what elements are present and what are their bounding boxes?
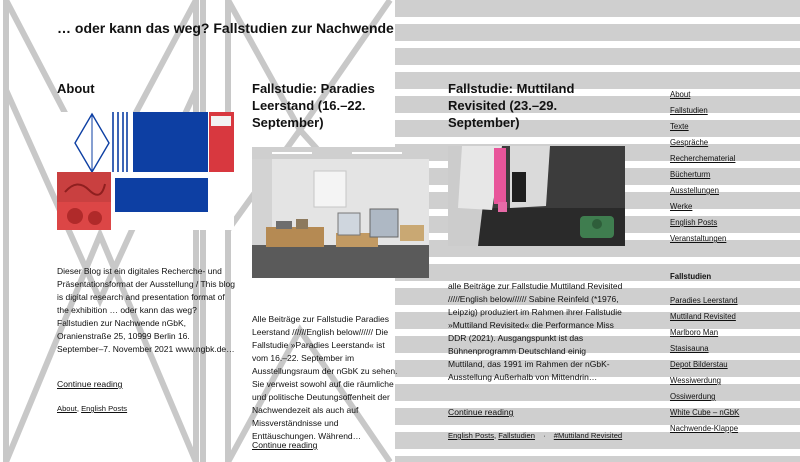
post-meta-muttiland-revisited: English Posts, Fallstudien · #Muttiland Revisited <box>448 431 623 440</box>
post-title-muttiland-revisited[interactable]: Fallstudie: Muttiland Revisited (23.–29. September) <box>448 81 575 130</box>
category-link-fallstudien[interactable]: Fallstudien <box>498 431 535 440</box>
sidebar-menu-gespraeche[interactable]: Gespräche <box>670 138 709 147</box>
sidebar-fallstudie-nachwende-klappe[interactable]: Nachwende-Klappe <box>670 424 739 433</box>
sidebar-fallstudie-muttiland-revisited[interactable]: Muttiland Revisited <box>670 312 736 321</box>
sidebar-menu-veranstaltungen[interactable]: Veranstaltungen <box>670 234 727 243</box>
post-title-paradies-leerstand[interactable]: Fallstudie: Paradies Leerstand (16.–22. September) <box>252 81 375 130</box>
sidebar-menu-buecherturm[interactable]: Bücherturm <box>670 170 711 179</box>
category-link-english-posts[interactable]: English Posts <box>448 431 495 440</box>
continue-reading-link-about[interactable]: Continue reading <box>57 379 123 389</box>
sidebar-fallstudie-paradies-leerstand[interactable]: Paradies Leerstand <box>670 296 738 305</box>
post-title-about[interactable]: About <box>57 81 95 96</box>
sidebar-menu-fallstudien[interactable]: Fallstudien <box>670 106 708 115</box>
category-link-english-posts[interactable]: English Posts <box>81 404 128 413</box>
post-thumbnail-paradies-leerstand[interactable] <box>252 147 429 278</box>
sidebar-fallstudie-white-cube[interactable]: White Cube – nGbK <box>670 408 740 417</box>
sidebar-menu-recherchematerial[interactable]: Recherchematerial <box>670 154 736 163</box>
post-meta-about: About, English Posts <box>57 404 128 413</box>
sidebar-menu-texte[interactable]: Texte <box>670 122 689 131</box>
post-thumbnail-muttiland-revisited[interactable] <box>448 146 625 246</box>
performance-photo-image <box>448 146 625 246</box>
sidebar-fallstudien-heading: Fallstudien <box>670 272 712 281</box>
meta-separator: · <box>543 431 546 440</box>
post-excerpt-muttiland-revisited: alle Beiträge zur Fallstudie Muttiland Revisited /////English below////// Sabine Reinfeld (*1976, Leipzig) produziert im Rahmen ihrer Fallstudie »Muttiland Revisited« die Performance Miss DDR (2021). Ausgangspunkt ist das Bühnenprogramm Deutschland einig Muttiland, das 1991 im Rahmen der nGbK-Ausstellung Außerhalb von Mittendrin… <box>448 281 623 382</box>
sidebar-fallstudie-depot-bilderstau[interactable]: Depot Bilderstau <box>670 360 728 369</box>
sidebar-menu-ausstellungen[interactable]: Ausstellungen <box>670 186 719 195</box>
continue-reading-link-paradies-leerstand[interactable]: Continue reading <box>252 440 318 450</box>
sidebar-fallstudie-marlboro-man[interactable]: Marlboro Man <box>670 328 719 337</box>
exhibition-room-image <box>252 147 429 278</box>
sidebar-menu-about[interactable]: About <box>670 90 691 99</box>
sidebar-menu-werke[interactable]: Werke <box>670 202 693 211</box>
sidebar-fallstudie-stasisauna[interactable]: Stasisauna <box>670 344 709 353</box>
sidebar-fallstudie-ossiwerdung[interactable]: Ossiwerdung <box>670 392 716 401</box>
post-excerpt-paradies-leerstand: Alle Beiträge zur Fallstudie Paradies Leerstand //////English below////// Die Fallstudie »Paradies Leerstand« ist vom 16.–22. September im Ausstellungsraum der nGbK zu sehen. Sie verweist sowohl auf die räumliche und politische Deutungsoffenheit der Nachwendezeit als auch auf Missverständnisse und Enttäuschungen. Während… <box>252 314 398 441</box>
sidebar-fallstudie-wessiwerdung[interactable]: Wessiwerdung <box>670 376 721 385</box>
category-link-about[interactable]: About <box>57 404 77 413</box>
site-title[interactable]: … oder kann das weg? Fallstudien zur Nachwende <box>57 20 394 36</box>
post-thumbnail-about[interactable] <box>57 112 234 230</box>
continue-reading-link-muttiland-revisited[interactable]: Continue reading <box>448 407 514 417</box>
about-collage-image <box>57 112 234 230</box>
tag-link-muttiland-revisited[interactable]: #Muttiland Revisited <box>553 431 623 440</box>
post-excerpt-about: Dieser Blog ist ein digitales Recherche- und Präsentationsformat der Ausstellung / This blog is digital research and presentation format of the exhibition … oder kann das weg? Fallstudien zur Nachwende nGbK, Oranienstraße 25, 10999 Berlin 16. September–7. November 2021 www.ngbk.de… <box>57 266 235 354</box>
sidebar-menu-english-posts[interactable]: English Posts <box>670 218 718 227</box>
